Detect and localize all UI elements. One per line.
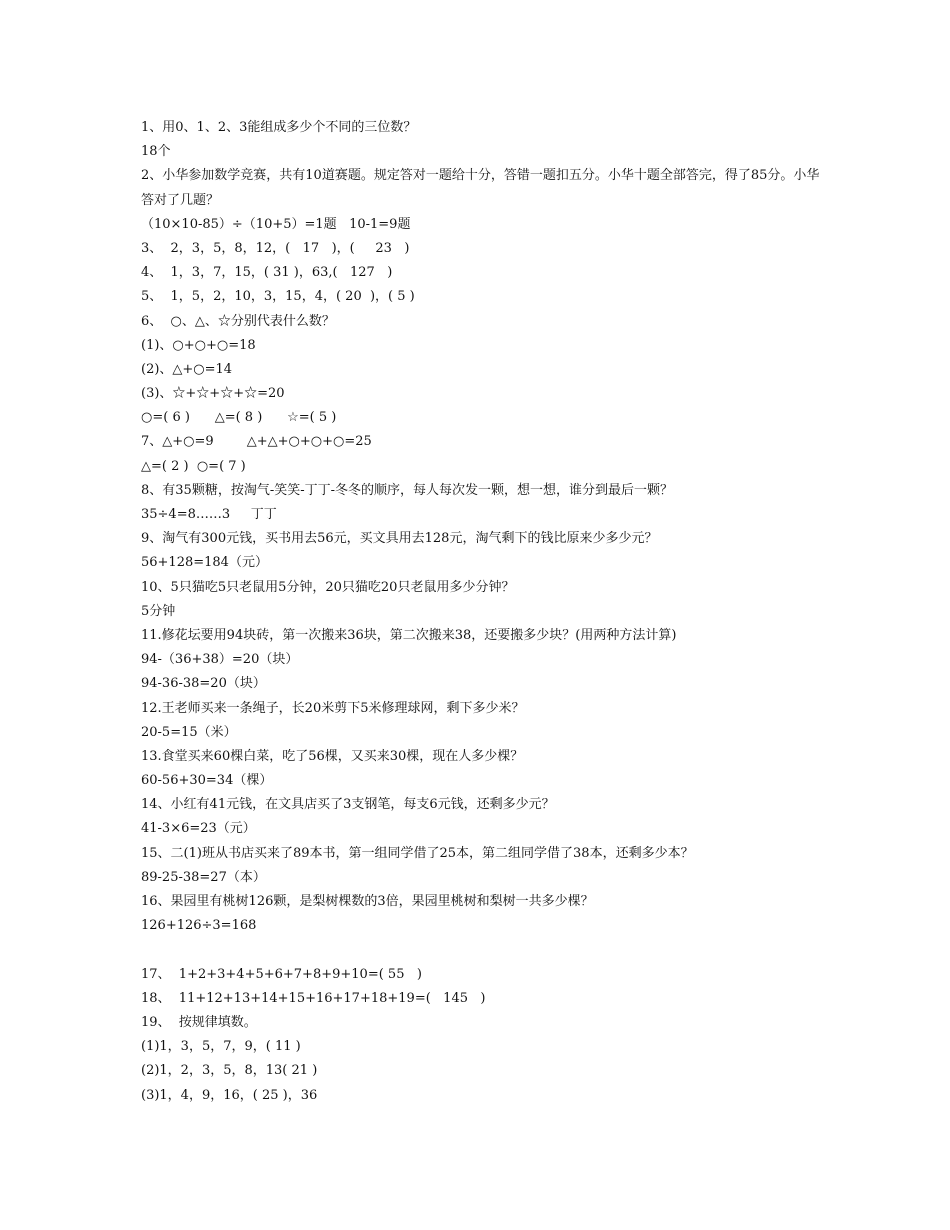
- question-6-part-1: (1)、○+○+○=18: [141, 337, 256, 353]
- answer-10: 5分钟: [141, 603, 176, 619]
- question-4: 4、 1，3，7，15，( 31 )，63,( 127 ): [141, 265, 393, 281]
- question-7: 7、△+○=9 △+△+○+○+○=25: [141, 434, 372, 450]
- answer-15: 89-25-38=27（本）: [141, 869, 266, 885]
- question-3: 3、 2，3，5，8，12，( 17 )，( 23 ): [141, 240, 410, 256]
- blank-line: [141, 938, 821, 962]
- question-18: 18、 11+12+13+14+15+16+17+18+19=( 145 ): [141, 990, 486, 1006]
- question-1: 1、用0、1、2、3能组成多少个不同的三位数？: [141, 120, 417, 135]
- question-6-part-3: (3)、☆+☆+☆+☆=20: [141, 386, 285, 402]
- question-8: 8、有35颗糖，按淘气-笑笑-丁丁-冬冬的顺序，每人每次发一颗，想一想，谁分到最后一颗？: [141, 482, 673, 498]
- answer-7: △=( 2 ) ○=( 7 ): [141, 458, 246, 474]
- question-6-part-2: (2)、△+○=14: [141, 361, 233, 377]
- question-12: 12.王老师买来一条绳子，长20米剪下5米修理球网，剩下多少米？: [141, 700, 525, 716]
- answer-11-method-1: 94-（36+38）=20（块）: [141, 652, 299, 668]
- question-17: 17、 1+2+3+4+5+6+7+8+9+10=( 55 ): [141, 966, 422, 982]
- answer-11-method-2: 94-36-38=20（块）: [141, 676, 266, 692]
- question-9: 9、淘气有300元钱，买书用去56元，买文具用去128元，淘气剩下的钱比原来少多少元？: [141, 531, 658, 547]
- answer-6: ○=( 6 ) △=( 8 ) ☆=( 5 ): [141, 410, 337, 426]
- answer-9: 56+128=184（元）: [141, 555, 268, 571]
- answer-2: （10×10-85）÷（10+5）=1题 10-1=9题: [141, 216, 411, 232]
- question-14: 14、小红有41元钱，在文具店买了3支钢笔，每支6元钱，还剩多少元？: [141, 797, 555, 813]
- question-19-part-1: (1)1，3，5，7，9，( 11 ): [141, 1039, 301, 1055]
- answer-14: 41-3×6=23（元）: [141, 821, 256, 837]
- question-10: 10、5只猫吃5只老鼠用5分钟，20只猫吃20只老鼠用多少分钟？: [141, 579, 515, 595]
- question-2: 2、小华参加数学竞赛，共有10道赛题。规定答对一题给十分，答错一题扣五分。小华十题全部答完，得了85分。小华答对了几题？: [141, 168, 820, 208]
- question-15: 15、二(1)班从书店买来了89本书，第一组同学借了25本，第二组同学借了38本，还剩多少本？: [141, 845, 694, 861]
- question-6: 6、 ○、△、☆分别代表什么数？: [141, 313, 335, 329]
- question-5: 5、 1，5，2，10，3，15，4，( 20 )，( 5 ): [141, 289, 415, 305]
- answer-1: 18个: [141, 144, 171, 160]
- question-19-part-2: (2)1，2，3，5，8，13( 21 ): [141, 1063, 318, 1079]
- question-13: 13.食堂买来60棵白菜，吃了56棵，又买来30棵，现在人多少棵？: [141, 748, 524, 764]
- answer-8: 35÷4=8……3 丁丁: [141, 507, 277, 523]
- answer-16: 126+126÷3=168: [141, 918, 257, 934]
- question-19-part-3: (3)1，4，9，16，( 25 )，36: [141, 1087, 318, 1103]
- answer-12: 20-5=15（米）: [141, 724, 237, 740]
- worksheet-content: [141, 116, 821, 1108]
- question-19: 19、 按规律填数。: [141, 1014, 257, 1030]
- answer-13: 60-56+30=34（棵）: [141, 773, 273, 789]
- question-16: 16、果园里有桃树126颗，是梨树棵数的3倍，果园里桃树和梨树一共多少棵？: [141, 894, 594, 910]
- question-11: 11.修花坛要用94块砖，第一次搬来36块，第二次搬来38，还要搬多少块？(用两种方法计算): [141, 627, 677, 643]
